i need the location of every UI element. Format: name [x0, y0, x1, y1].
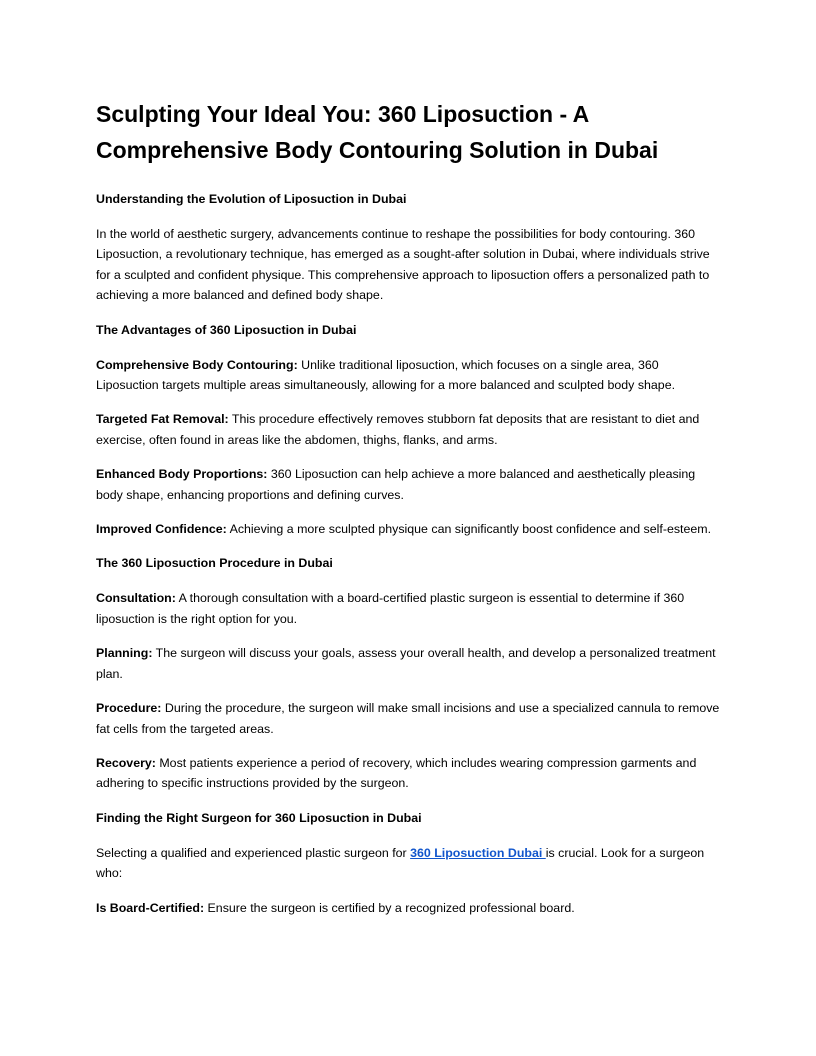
document-title: Sculpting Your Ideal You: 360 Liposuction - A Comprehensive Body Contouring Solution in Dubai [96, 101, 659, 163]
procedure-step-label: Consultation: [96, 591, 176, 606]
procedure-step-label: Planning: [96, 646, 153, 661]
procedure-step-label: Recovery: [96, 755, 156, 770]
paragraph-surgeon-intro [96, 843, 724, 884]
procedure-step [96, 698, 724, 739]
paragraph-evolution: In the world of aesthetic surgery, advancements continue to reshape the possibilities for body contouring. 360 Liposuction, a revolutionary technique, has emerged as a sought-after solution in Dubai, where individuals strive for a sculpted and confident physique. This comprehensive approach to liposuction offers a personalized path to achieving a more balanced and defined body shape. [96, 227, 710, 303]
liposuction-dubai-link[interactable]: 360 Liposuction Dubai [410, 845, 546, 860]
advantage-label: Enhanced Body Proportions: [96, 467, 268, 482]
advantage-label: Improved Confidence: [96, 522, 227, 537]
section-heading-procedure: The 360 Liposuction Procedure in Dubai [96, 556, 333, 571]
procedure-step-text: A thorough consultation with a board-certified plastic surgeon is essential to determine if 360 liposuction is the right option for you. [96, 591, 685, 626]
section-heading-advantages: The Advantages of 360 Liposuction in Dubai [96, 322, 357, 337]
advantage-item [96, 409, 724, 450]
procedure-step-label: Procedure: [96, 701, 162, 716]
surgeon-criterion-label: Is Board-Certified: [96, 900, 205, 915]
advantage-label: Targeted Fat Removal: [96, 412, 229, 427]
section-heading-evolution: Understanding the Evolution of Liposuction in Dubai [96, 192, 407, 206]
advantage-text: Achieving a more sculpted physique can significantly boost confidence and self-esteem. [226, 522, 712, 537]
surgeon-intro-before: Selecting a qualified and experienced plastic surgeon for [96, 845, 411, 860]
advantage-item [96, 519, 724, 539]
surgeon-criterion-text: Ensure the surgeon is certified by a recognized professional board. [204, 900, 575, 915]
surgeon-intro-after: is crucial. Look for a surgeon who: [96, 845, 705, 881]
procedure-step-text: Most patients experience a period of recovery, which includes wearing compression garments and adhering to specific instructions provided by the surgeon. [96, 755, 697, 791]
procedure-step [96, 588, 724, 629]
procedure-step [96, 643, 724, 684]
advantage-item [96, 464, 724, 505]
advantage-item [96, 355, 724, 396]
procedure-step-text: During the procedure, the surgeon will make small incisions and use a specialized cannula to remove fat cells from the targeted areas. [96, 701, 720, 736]
advantage-text: This procedure effectively removes stubborn fat deposits that are resistant to diet and exercise, often found in areas like the abdomen, thighs, flanks, and arms. [96, 412, 700, 447]
document-page [96, 96, 724, 932]
procedure-step-text: The surgeon will discuss your goals, assess your overall health, and develop a personalized treatment plan. [96, 646, 716, 681]
advantage-label: Comprehensive Body Contouring: [96, 357, 298, 372]
surgeon-criterion [96, 898, 724, 918]
advantage-text: Unlike traditional liposuction, which focuses on a single area, 360 Liposuction targets multiple areas simultaneously, allowing for a more balanced and sculpted body shape. [96, 357, 676, 393]
procedure-step [96, 753, 724, 794]
advantage-text: 360 Liposuction can help achieve a more balanced and aesthetically pleasing body shape, enhancing proportions and defining curves. [96, 467, 696, 502]
section-heading-surgeon: Finding the Right Surgeon for 360 Liposuction in Dubai [96, 810, 422, 825]
